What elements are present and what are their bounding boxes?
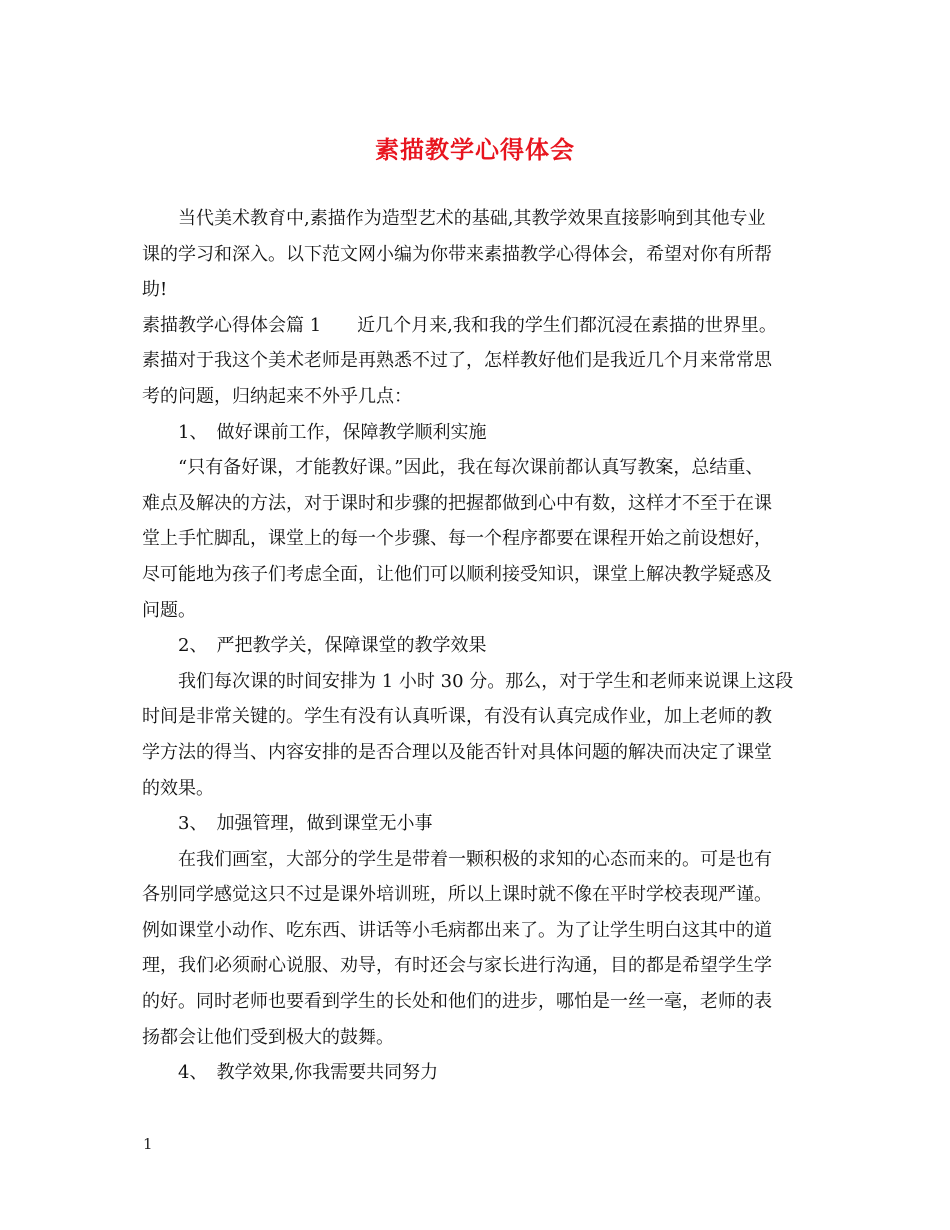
document-title: 素描教学心得体会 xyxy=(375,135,575,164)
list-item-1-heading: 1、 做好课前工作，保障教学顺利实施 xyxy=(178,421,487,443)
item-2-line-3: 学方法的得当、内容安排的是否合理以及能否针对具体问题的解决而决定了课堂 xyxy=(142,741,772,763)
intro-line-3: 助! xyxy=(142,279,168,301)
item-1-line-3: 堂上手忙脚乱，课堂上的每一个步骤、每一个程序都要在课程开始之前设想好， xyxy=(142,528,772,550)
item-1-line-4: 尽可能地为孩子们考虑全面，让他们可以顺利接受知识，课堂上解决教学疑惑及 xyxy=(142,563,772,585)
item-1-line-1: “只有备好课，才能教好课。”因此，我在每次课前都认真写教案，总结重、 xyxy=(178,457,764,479)
section-1-line-3: 考的问题，归纳起来不外乎几点： xyxy=(142,385,412,407)
list-item-4-heading: 4、 教学效果,你我需要共同努力 xyxy=(178,1062,439,1084)
item-3-line-2: 各别同学感觉这只不过是课外培训班，所以上课时就不像在平时学校表现严谨。 xyxy=(142,884,772,906)
page-number: 1 xyxy=(143,1135,153,1153)
item-3-line-3: 例如课堂小动作、吃东西、讲话等小毛病都出来了。为了让学生明白这其中的道 xyxy=(142,919,772,941)
item-2-line-4: 的效果。 xyxy=(142,777,214,799)
list-item-2-heading: 2、 严把教学关，保障课堂的教学效果 xyxy=(178,635,487,657)
item-2-line-1: 我们每次课的时间安排为 1 小时 30 分。那么，对于学生和老师来说课上这段 xyxy=(178,670,794,692)
item-2-line-2: 时间是非常关键的。学生有没有认真听课，有没有认真完成作业，加上老师的教 xyxy=(142,706,772,728)
intro-line-1: 当代美术教育中,素描作为造型艺术的基础,其教学效果直接影响到其他专业 xyxy=(178,208,766,229)
item-1-line-5: 问题。 xyxy=(142,599,196,621)
item-3-line-4: 理，我们必须耐心说服、劝导，有时还会与家长进行沟通，目的都是希望学生学 xyxy=(142,955,772,977)
section-1-line-2: 素描对于我这个美术老师是再熟悉不过了，怎样教好他们是我近几个月来常常思 xyxy=(142,350,772,372)
item-1-line-2: 难点及解决的方法，对于课时和步骤的把握都做到心中有数，这样才不至于在课 xyxy=(142,492,772,514)
list-item-3-heading: 3、 加强管理，做到课堂无小事 xyxy=(178,813,433,835)
item-3-line-5: 的好。同时老师也要看到学生的长处和他们的进步，哪怕是一丝一毫，老师的表 xyxy=(142,991,772,1013)
section-1-heading-line: 素描教学心得体会篇 1 近几个月来,我和我的学生们都沉浸在素描的世界里。 xyxy=(142,314,777,336)
item-3-line-6: 扬都会让他们受到极大的鼓舞。 xyxy=(142,1026,394,1048)
item-3-line-1: 在我们画室，大部分的学生是带着一颗积极的求知的心态而来的。可是也有 xyxy=(178,848,772,870)
document-body xyxy=(142,201,822,1091)
intro-line-2: 课的学习和深入。以下范文网小编为你带来素描教学心得体会，希望对你有所帮 xyxy=(142,243,772,265)
